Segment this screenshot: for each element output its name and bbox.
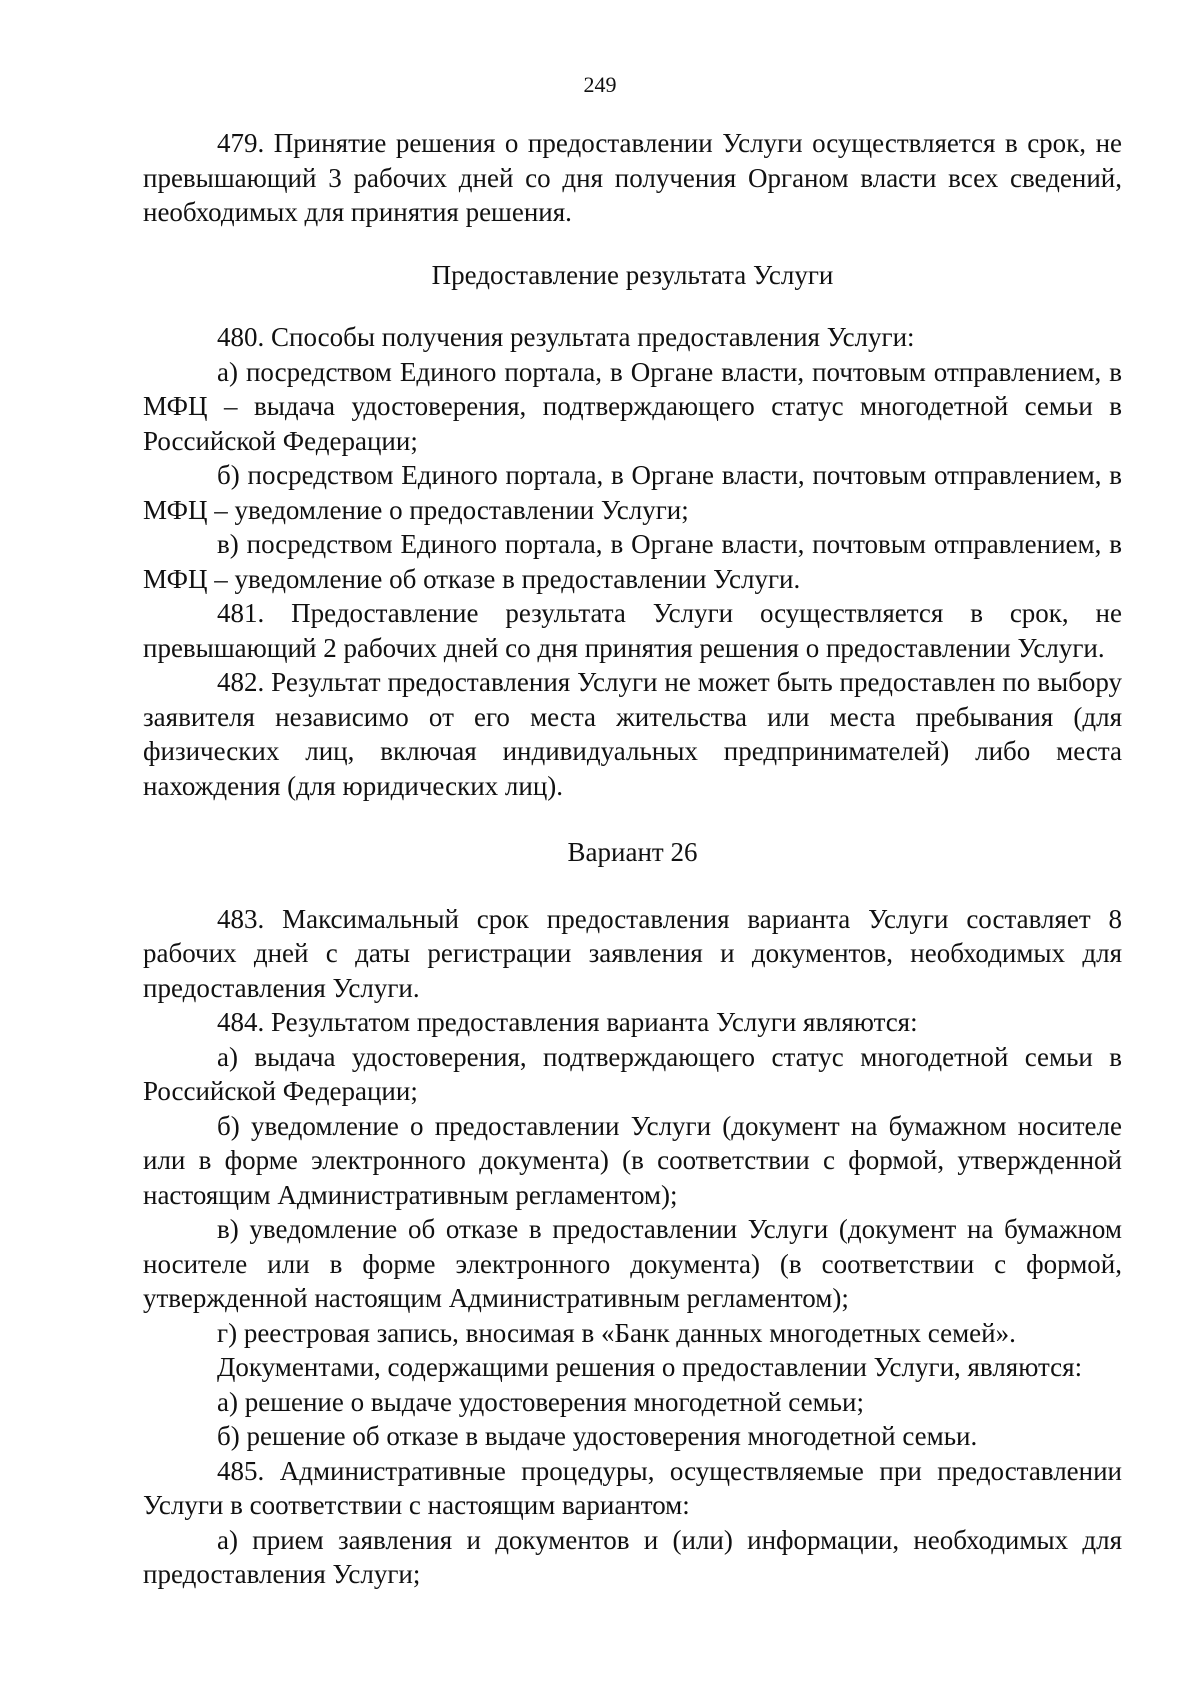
- paragraph-483: 483. Максимальный срок предоставления варианта Услуги составляет 8 рабочих дней с даты регистрации заявления и документов, необходимых для предоставления Услуги.: [143, 903, 1122, 1003]
- paragraph-480-v: в) посредством Единого портала, в Органе власти, почтовым отправлением, в МФЦ – уведомление об отказе в предоставлении Услуги.: [143, 529, 1122, 594]
- section-heading-variant: Вариант 26: [567, 837, 698, 867]
- paragraph-484-b: б) уведомление о предоставлении Услуги (документ на бумажном носителе или в форме электронного документа) (в соответствии с формой, утвержденной настоящим Административным регламентом);: [143, 1110, 1122, 1210]
- paragraph-484-v: в) уведомление об отказе в предоставлении Услуги (документ на бумажном носителе или в форме электронного документа) (в соответствии с формой, утвержденной настоящим Административным регламентом);: [143, 1214, 1122, 1313]
- paragraph-482: 482. Результат предоставления Услуги не может быть предоставлен по выбору заявителя независимо от его места жительства или места пребывания (для физических лиц, включая индивидуальных предпринимателей) либо места нахождения (для юридических лиц).: [143, 667, 1122, 801]
- paragraph-479: 479. Принятие решения о предоставлении Услуги осуществляется в срок, не превышающий 3 рабочих дней со дня получения Органом власти всех сведений, необходимых для принятия решения.: [143, 128, 1122, 227]
- paragraph-480: 480. Способы получения результата предоставления Услуги:: [217, 322, 915, 352]
- paragraph-484: 484. Результатом предоставления варианта Услуги являются:: [217, 1007, 918, 1037]
- paragraph-484-a: а) выдача удостоверения, подтверждающего статус многодетной семьи в Российской Федерации;: [143, 1041, 1122, 1106]
- paragraph-480-a: а) посредством Единого портала, в Органе власти, почтовым отправлением, в МФЦ – выдача удостоверения, подтверждающего статус многодетной семьи в Российской Федерации;: [143, 356, 1122, 456]
- paragraph-481: 481. Предоставление результата Услуги осуществляется в срок, не превышающий 2 рабочих дней со дня принятия решения о предоставлении Услуги.: [143, 598, 1122, 663]
- section-heading-result: Предоставление результата Услуги: [431, 259, 834, 290]
- paragraph-484-docs-b: б) решение об отказе в выдаче удостоверения многодетной семьи.: [217, 1421, 978, 1451]
- paragraph-480-b: б) посредством Единого портала, в Органе власти, почтовым отправлением, в МФЦ – уведомление о предоставлении Услуги;: [143, 460, 1122, 525]
- document-body: [143, 126, 1122, 1592]
- page-number: 249: [583, 72, 617, 97]
- paragraph-484-docs: Документами, содержащими решения о предоставлении Услуги, являются:: [217, 1352, 1083, 1382]
- paragraph-484-docs-a: а) решение о выдаче удостоверения многодетной семьи;: [217, 1386, 864, 1417]
- paragraph-484-g: г) реестровая запись, вносимая в «Банк данных многодетных семей».: [217, 1317, 1016, 1348]
- paragraph-485-a: а) прием заявления и документов и (или) информации, необходимых для предоставления Услуги;: [143, 1524, 1122, 1589]
- paragraph-485: 485. Административные процедуры, осуществляемые при предоставлении Услуги в соответствии с настоящим вариантом:: [143, 1455, 1122, 1520]
